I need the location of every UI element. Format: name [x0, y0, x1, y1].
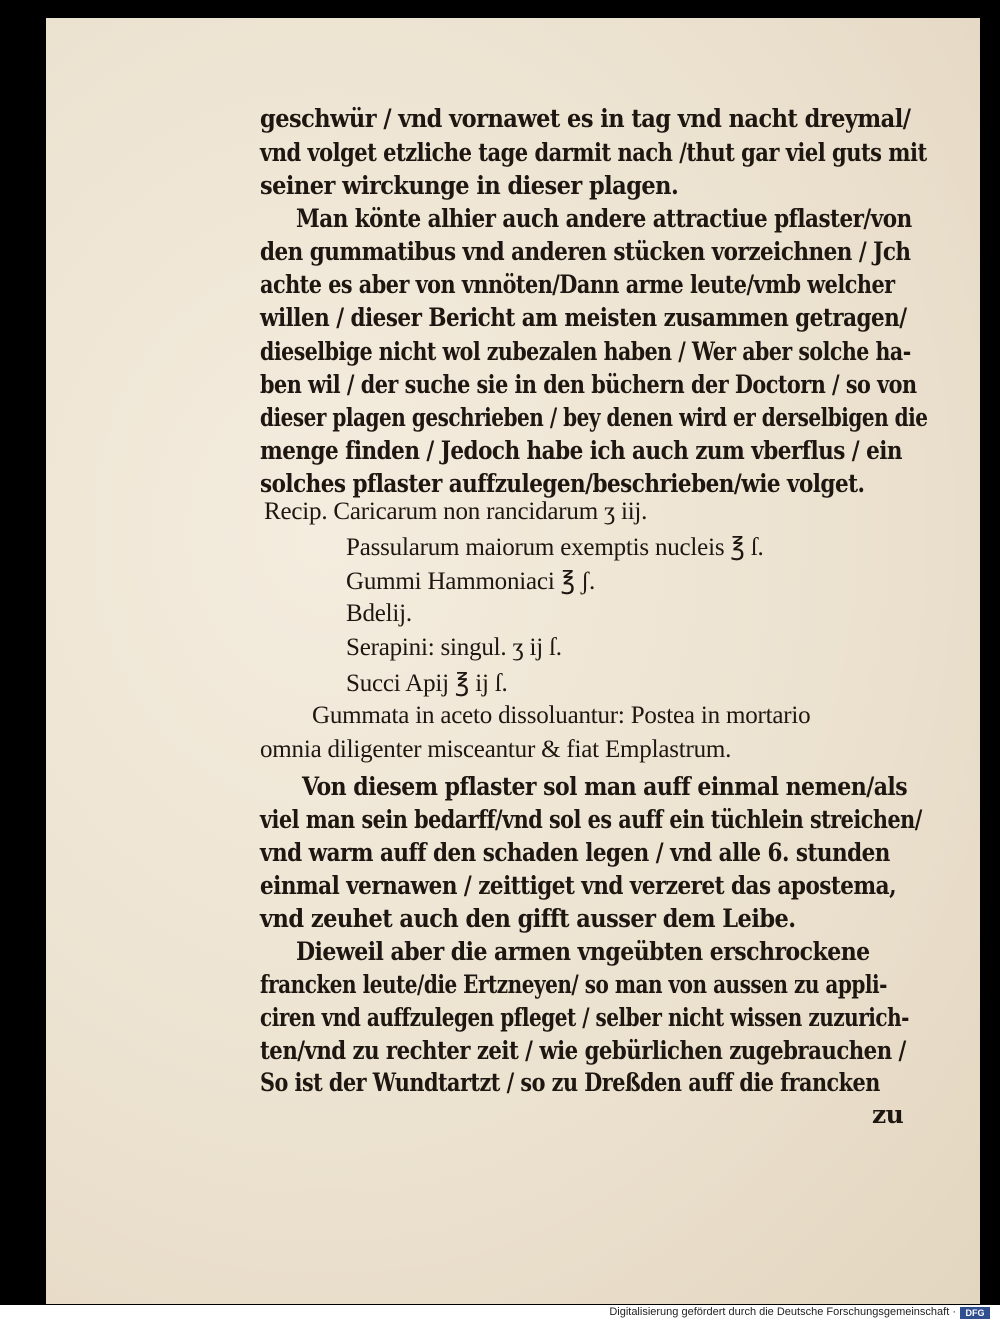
- recipe-line: Serapini: singul. ʒ ij ſ.: [346, 634, 562, 661]
- text-line: dieser plagen geschrieben / bey denen wird er derselbigen die: [260, 403, 928, 432]
- recipe-line: Passularum maiorum exemptis nucleis ℥ ſ.: [346, 534, 764, 561]
- text-line: viel man sein bedarff/vnd sol es auff ein tüchlein streichen/: [260, 805, 922, 834]
- text-line: Man könte alhier auch andere attractiue pflaster/von: [296, 204, 912, 233]
- recipe-line: Recip. Caricarum non rancidarum ʒ iij.: [264, 498, 648, 525]
- text-line: einmal vernawen / zeittiget vnd verzeret das apostema,: [260, 871, 897, 900]
- text-line: achte es aber von vnnöten/Dann arme leute/vmb welcher: [260, 270, 895, 299]
- digitization-footer: [0, 1305, 1000, 1322]
- text-line: solches pflaster auffzulegen/beschrieben/wie volget.: [260, 469, 865, 498]
- text-line: Dieweil aber die armen vngeübten erschrockene: [296, 937, 870, 966]
- funding-credit: Digitalisierung gefördert durch die Deutsche Forschungsgemeinschaft ·: [609, 1306, 956, 1318]
- text-line: francken leute/die Ertzneyen/ so man von aussen zu appli-: [260, 970, 887, 999]
- recipe-line: Gummata in aceto dissoluantur: Postea in mortario: [312, 702, 811, 729]
- text-line: ben wil / der suche sie in den büchern der Doctorn / so von: [260, 370, 917, 399]
- text-line: ciren vnd auffzulegen pfleget / selber nicht wissen zuzurich-: [260, 1003, 909, 1032]
- recipe-line: Bdelij.: [346, 600, 412, 627]
- text-line: seiner wirckunge in dieser plagen.: [260, 171, 679, 200]
- text-line: vnd volget etzliche tage darmit nach /thut gar viel guts mit: [260, 138, 927, 167]
- catchword: zu: [872, 1100, 904, 1129]
- text-line: geschwür / vnd vornawet es in tag vnd nacht dreymal/: [260, 104, 911, 133]
- text-line: willen / dieser Bericht am meisten zusammen getragen/: [260, 303, 907, 332]
- text-line: So ist der Wundtartzt / so zu Dreßden auff die francken: [260, 1068, 880, 1097]
- text-line: vnd warm auff den schaden legen / vnd alle 6. stunden: [260, 838, 890, 867]
- text-line: dieselbige nicht wol zubezalen haben / Wer aber solche ha-: [260, 337, 911, 366]
- text-line: Von diesem pflaster sol man auff einmal nemen/als: [302, 772, 908, 801]
- recipe-line: Succi Apij ℥ ij ſ.: [346, 670, 508, 697]
- text-line: ten/vnd zu rechter zeit / wie gebürlichen zugebrauchen /: [260, 1036, 906, 1065]
- text-line: menge finden / Jedoch habe ich auch zum vberflus / ein: [260, 436, 903, 465]
- recipe-line: Gummi Hammoniaci ℥ ʃ.: [346, 568, 596, 595]
- text-line: den gummatibus vnd anderen stücken vorzeichnen / Jch: [260, 237, 911, 266]
- book-page: [46, 18, 980, 1304]
- dfg-logo: DFG: [960, 1307, 990, 1319]
- text-line: vnd zeuhet auch den gifft ausser dem Leibe.: [260, 904, 796, 933]
- recipe-line: omnia diligenter misceantur & fiat Emplastrum.: [260, 736, 732, 763]
